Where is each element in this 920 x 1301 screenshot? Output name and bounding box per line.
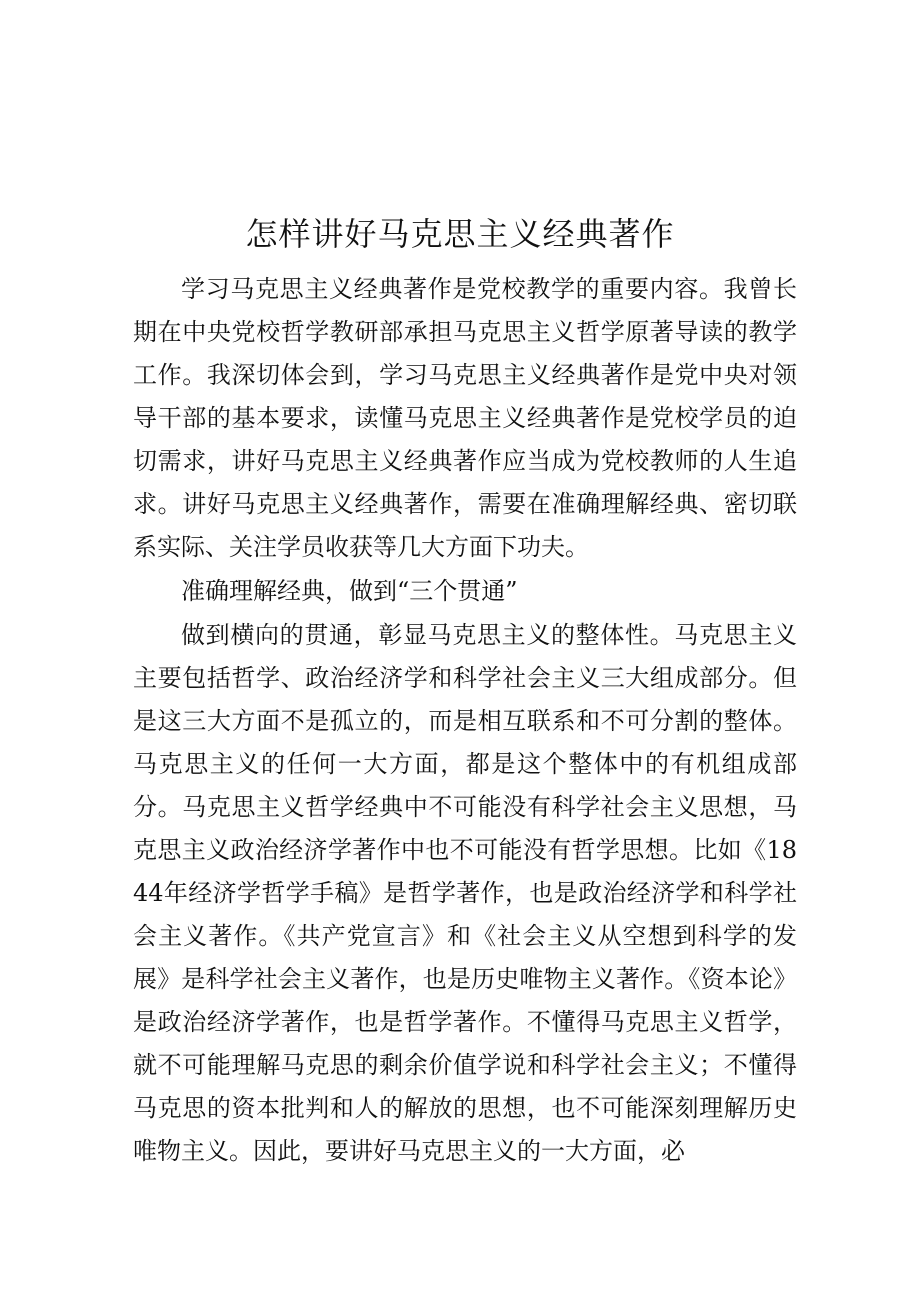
document-body [133, 268, 797, 1174]
paragraph-intro: 学习马克思主义经典著作是党校教学的重要内容。我曾长期在中央党校哲学教研部承担马克思主义哲学原著导读的教学工作。我深切体会到，学习马克思主义经典著作是党中央对领导干部的基本要求，读懂马克思主义经典著作是党校学员的迫切需求，讲好马克思主义经典著作应当成为党校教师的人生追求。讲好马克思主义经典著作，需要在准确理解经典、密切联系实际、关注学员收获等几大方面下功夫。 [133, 275, 797, 561]
paragraph-horizontal-connection: 做到横向的贯通，彰显马克思主义的整体性。马克思主义主要包括哲学、政治经济学和科学社会主义三大组成部分。但是这三大方面不是孤立的，而是相互联系和不可分割的整体。马克思主义的任何一大方面，都是这个整体中的有机组成部分。马克思主义哲学经典中不可能没有科学社会主义思想，马克思主义政治经济学著作中也不可能没有哲学思想。比如《1844年经济学哲学手稿》是哲学著作，也是政治经济学和科学社会主义著作。《共产党宣言》和《社会主义从空想到科学的发展》是科学社会主义著作，也是历史唯物主义著作。《资本论》是政治经济学著作，也是哲学著作。不懂得马克思主义哲学，就不可能理解马克思的剩余价值学说和科学社会主义；不懂得马克思的资本批判和人的解放的思想，也不可能深刻理解历史唯物主义。因此，要讲好马克思主义的一大方面，必 [133, 621, 797, 1165]
section-heading: 准确理解经典，做到“三个贯通” [181, 577, 518, 605]
document-title: 怎样讲好马克思主义经典著作 [245, 215, 675, 253]
